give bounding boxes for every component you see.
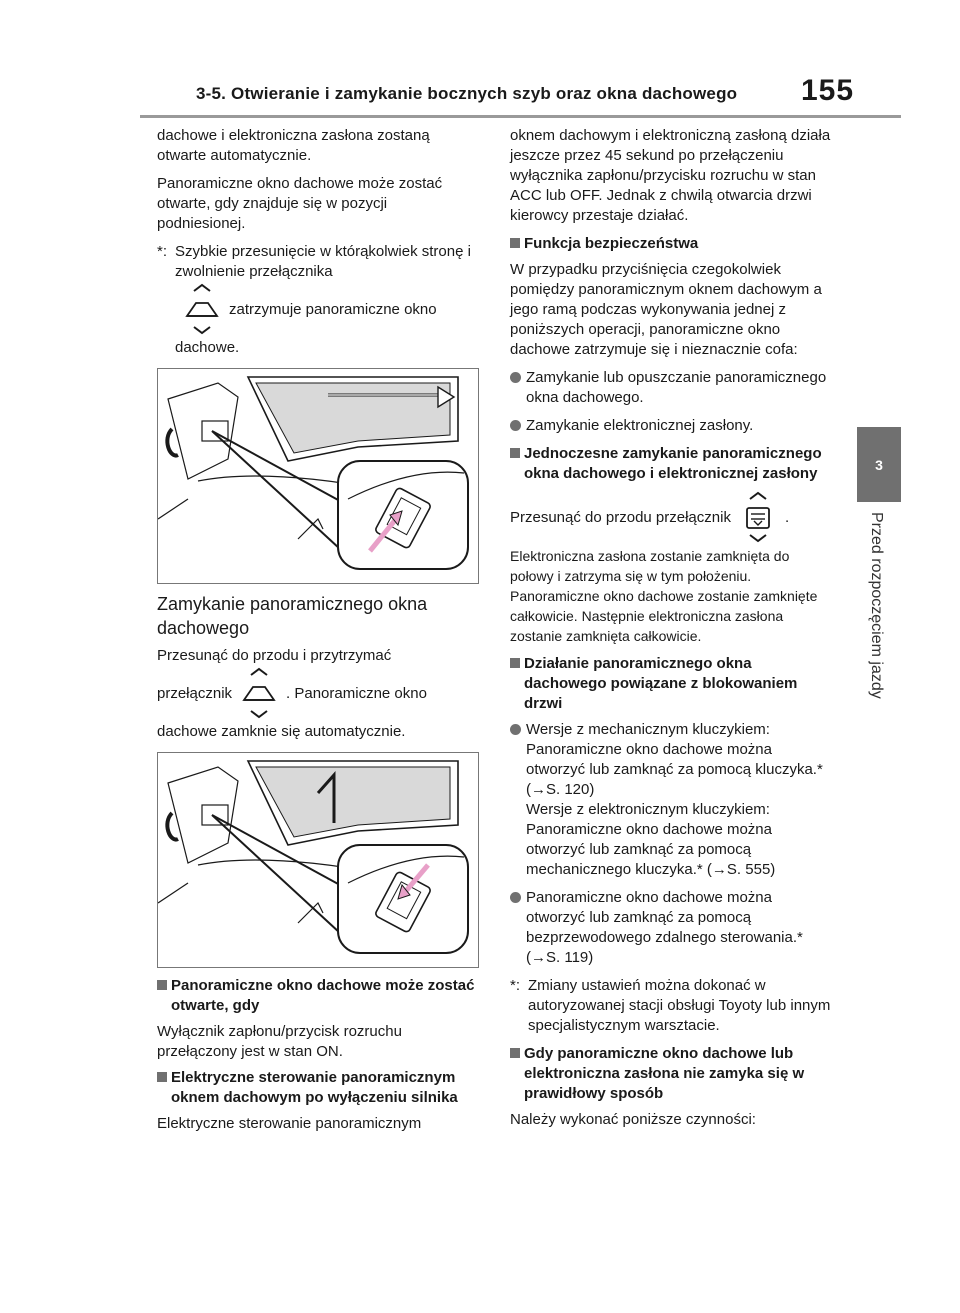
bullet-item: Panoramiczne okno dachowe można otworzyć lub zamknąć za pomocą bezprzewodowego zdalnego sterowania.* (→S. 119) (510, 888, 835, 968)
paragraph: W przypadku przyciśnięcia czegokolwiek pomiędzy panoramicznym oknem dachowym a jego ramą podczas wykonywania jednej z poniższych operacji, panoramiczne okno dachowe zatrzymuje się i nieznacznie cofa: (510, 261, 822, 358)
shade-switch-icon (739, 490, 777, 546)
illustration-close-roof (157, 752, 479, 968)
footnote-mark: *: (157, 243, 168, 260)
footnote-text: zatrzymuje panoramiczne okno (229, 301, 437, 318)
bullet-text: Wersje z mechanicznym kluczykiem: Panoramiczne okno dachowe można otworzyć lub zamknąć za pomocą kluczyka.* (→S. 120) (526, 721, 823, 798)
chapter-tab[interactable] (857, 427, 901, 502)
switch-line (510, 490, 835, 546)
bullet-item (510, 720, 835, 880)
paragraph: dachowe zamknie się automatycznie. (157, 723, 406, 740)
paragraph-fragment: . (784, 509, 790, 526)
footnote-text: Szybkie przesunięcie w którąkolwiek stronę i zwolnienie przełącznika (175, 243, 471, 280)
section-heading: Jednoczesne zamykanie panoramicznego okna dachowego i elektronicznej zasłony (510, 444, 835, 484)
footnote (157, 242, 479, 358)
paragraph: Należy wykonać poniższe czynności: (510, 1111, 756, 1128)
paragraph-fragment: Przesunąć do przodu przełącznik (510, 509, 731, 526)
paragraph-fragment: przełącznik (157, 685, 233, 702)
footnote-mark: *: (510, 977, 521, 994)
illustration-open-roof (157, 368, 479, 584)
bullet-item: Zamykanie elektronicznej zasłony. (510, 416, 835, 436)
section-heading: Elektryczne sterowanie panoramicznym oknem dachowym po wyłączeniu silnika (157, 1068, 479, 1108)
page-number: 155 (801, 74, 855, 107)
footnote-text: Zmiany ustawień można dokonać w autoryzowanej stacji obsługi Toyoty lub innym specjalistycznym warsztacie. (528, 977, 831, 1034)
roof-switch-icon (183, 282, 221, 338)
paragraph: Przesunąć do przodu i przytrzymać (157, 647, 392, 664)
paragraph: Elektroniczna zasłona zostanie zamknięta do połowy i zatrzyma się w tym położeniu. Panoramiczne okno dachowe zostanie zamknięte całkowicie. Następnie elektroniczna zasłona zostanie zamknięta całkowicie. (510, 548, 818, 644)
section-heading: Gdy panoramiczne okno dachowe lub elektroniczna zasłona nie zamyka się w prawidłowy sposób (510, 1044, 835, 1104)
section-heading: Działanie panoramicznego okna dachowego powiązane z blokowaniem drzwi (510, 654, 835, 714)
paragraph: Wyłącznik zapłonu/przycisk rozruchu przełączony jest w stan ON. (157, 1023, 402, 1060)
section-heading: Panoramiczne okno dachowe może zostać otwarte, gdy (157, 976, 479, 1016)
running-header-title: 3-5. Otwieranie i zamykanie bocznych szyb oraz okna dachowego (196, 84, 738, 103)
bullet-text: Wersje z elektronicznym kluczykiem: Panoramiczne okno dachowe można otworzyć lub zamknąć za pomocą mechanicznego kluczyka.* (→S. 555) (526, 801, 776, 878)
switch-line (157, 666, 479, 722)
header-divider (140, 115, 901, 118)
left-column (157, 126, 479, 1134)
chapter-number: 3 (875, 456, 883, 473)
right-column (510, 126, 835, 1130)
chapter-label: Przed rozpoczęciem jazdy (868, 512, 885, 699)
footnote-text: dachowe. (175, 339, 240, 356)
paragraph-fragment: . Panoramiczne okno (286, 685, 427, 702)
bullet-item: Zamykanie lub opuszczanie panoramicznego okna dachowego. (510, 368, 835, 408)
paragraph: Panoramiczne okno dachowe może zostać otwarte, gdy znajduje się w pozycji podniesionej. (157, 175, 443, 232)
figure-caption: Zamykanie panoramicznego okna dachowego (157, 594, 428, 638)
footnote (510, 976, 835, 1036)
paragraph: Elektryczne sterowanie panoramicznym (157, 1115, 422, 1132)
paragraph: dachowe i elektroniczna zasłona zostaną otwarte automatycznie. (157, 127, 430, 164)
roof-switch-icon (240, 666, 278, 722)
switch-line (175, 282, 479, 338)
section-heading: Funkcja bezpieczeństwa (510, 234, 835, 254)
paragraph: oknem dachowym i elektroniczną zasłoną działa jeszcze przez 45 sekund po przełączeniu wyłącznika zapłonu/przycisku rozruchu w stan ACC lub OFF. Jednak z chwilą otwarcia drzwi kierowcy przestaje działać. (510, 127, 831, 224)
